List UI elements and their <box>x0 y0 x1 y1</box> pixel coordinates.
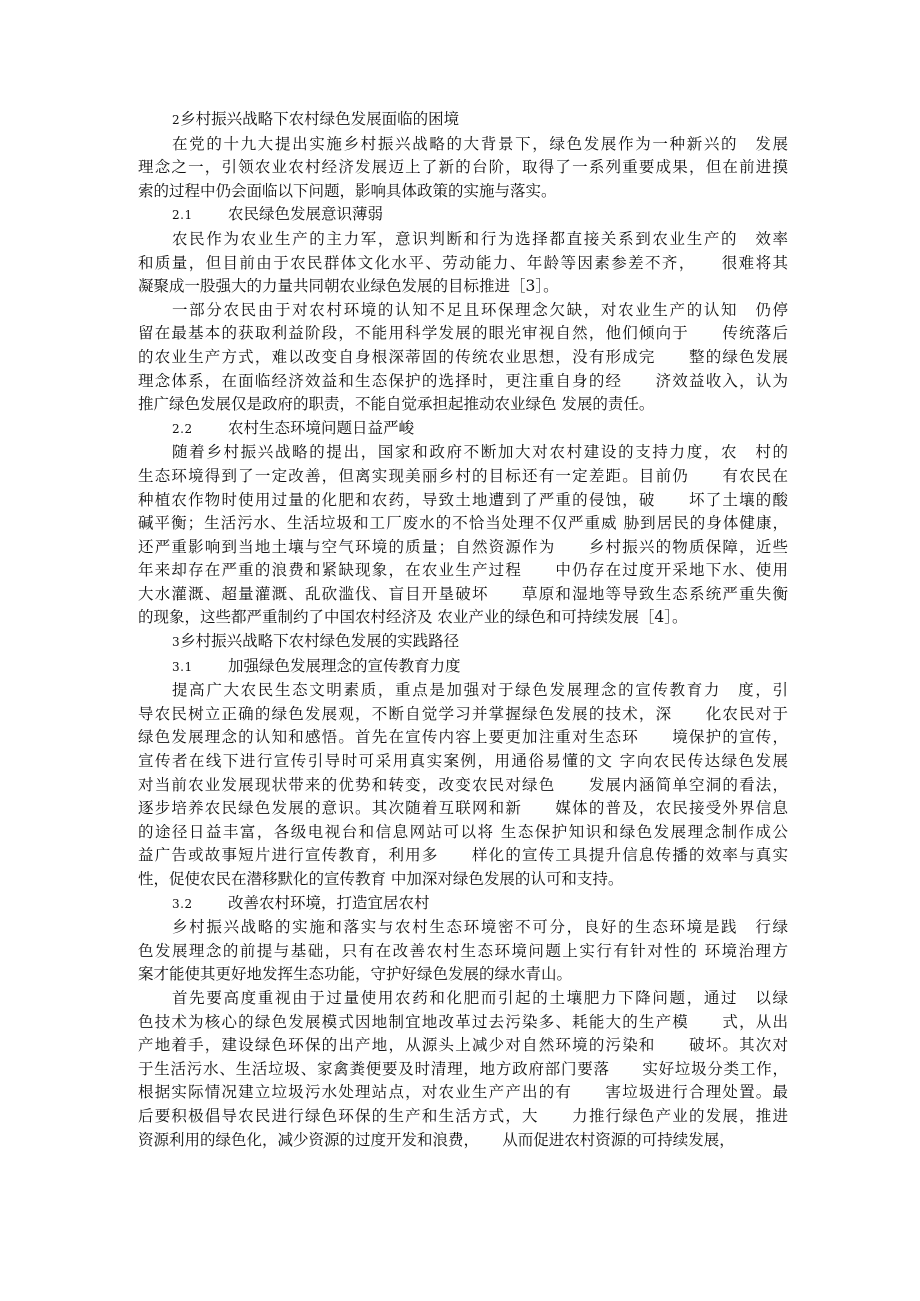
subsection-heading-2-2 <box>138 417 788 442</box>
paragraph-line: 案才能使其更好地发挥生态功能，守护好绿色发展的绿水青山。 <box>138 965 573 984</box>
paragraph-line: 随着乡村振兴战略的提出，国家和政府不断加大对农村建设的支持力度，农 村的 <box>172 443 788 462</box>
paragraph-line: 资源利用的绿色化，减少资源的过度开发和浪费， 从而促进农村资源的可持续发展， <box>138 1130 735 1149</box>
paragraph-line: 理念之一，引领农业农村经济发展迈上了新的台阶，取得了一系列重要成果，但在前进摸 <box>138 158 788 177</box>
paragraph-line: 性，促使农民在潜移默化的宣传教育 中加深对绿色发展的认可和支持。 <box>138 870 624 888</box>
section-title: 乡村振兴战略下农村绿色发展面临的困境 <box>180 110 460 128</box>
paragraph-line: 对当前农业发展现状带来的优势和转变，改变农民对绿色 发展内涵简单空洞的看法， <box>138 775 788 794</box>
subsection-number: 2.2 <box>172 421 193 436</box>
document-body <box>138 108 788 1152</box>
paragraph-line: 农民作为农业生产的主力军，意识判断和行为选择都直接关系到农业生产的 效率 <box>172 229 788 248</box>
paragraph-line: 色发展理念的前提与基础，只有在改善农村生态环境问题上实行有针对性的 环境治理方 <box>138 941 788 960</box>
paragraph-line: 根据实际情况建立垃圾污水处理站点，对农业生产产出的有 害垃圾进行合理处置。最 <box>138 1083 788 1102</box>
paragraph-line: 碱平衡；生活污水、生活垃圾和工厂废水的不恰当处理不仅严重威 胁到居民的身体健康， <box>138 514 788 533</box>
paragraph-line: 乡村振兴战略的实施和落实与农村生态环境密不可分，良好的生态环境是践 行绿 <box>172 918 788 937</box>
paragraph-line: 还严重影响到当地土壤与空气环境的质量；自然资源作为 乡村振兴的物质保障，近些 <box>138 537 788 556</box>
paragraph-line: 的途径日益丰富，各级电视台和信息网站可以将 生态保护知识和绿色发展理念制作成公 <box>138 822 788 841</box>
subsection-heading-2-1 <box>138 203 788 228</box>
paragraph-line: 导农民树立正确的绿色发展观，不断自觉学习并掌握绿色发展的技术，深 化农民对于 <box>138 704 788 723</box>
paragraph-line: 宣传者在线下进行宣传引导时可采用真实案例，用通俗易懂的文 字向农民传达绿色发展 <box>138 752 788 771</box>
paragraph-line: 色技术为核心的绿色发展模式因地制宜地改革过去污染多、耗能大的生产模 式，从出 <box>138 1012 788 1031</box>
paragraph-line: 的现象，这些都严重制约了中国农村经济及 农业产业的绿色和可持续发展［4］。 <box>138 608 688 627</box>
paragraph-line: 种植农作物时使用过量的化肥和农药，导致土地遭到了严重的侵蚀，破 坏了土壤的酸 <box>138 490 788 509</box>
paragraph-line: 索的过程中仍会面临以下问题，影响具体政策的实施与落实。 <box>138 181 557 200</box>
paragraph-line: 绿色发展理念的认知和感悟。首先在宣传内容上要更加注重对生态环 境保护的宣传， <box>138 728 788 747</box>
paragraph-line: 的农业生产方式，难以改变自身根深蒂固的传统农业思想，没有形成完 整的绿色发展 <box>138 347 788 366</box>
paragraph-line: 年来却存在严重的浪费和紧缺现象，在农业生产过程 中仍存在过度开采地下水、使用 <box>138 561 788 580</box>
paragraph-line: 一部分农民由于对农村环境的认知不足且环保理念欠缺，对农业生产的认知 仍停 <box>172 300 788 319</box>
paragraph-line: 首先要高度重视由于过量使用农药和化肥而引起的土壤肥力下降问题，通过 以绿 <box>172 988 788 1007</box>
subsection-heading-3-2 <box>138 892 788 917</box>
paragraph-line: 于生活污水、生活垃圾、家禽粪便要及时清理，地方政府部门要落 实好垃圾分类工作， <box>138 1059 788 1078</box>
paragraph-line: 推广绿色发展仅是政府的职责，不能自觉承担起推动农业绿色 发展的责任。 <box>138 395 655 414</box>
section-number: 2 <box>172 113 181 127</box>
section-heading-3 <box>138 630 788 655</box>
paragraph-line: 理念体系，在面临经济效益和生态保护的选择时，更注重自身的经 济效益收入，认为 <box>138 371 788 390</box>
subsection-title: 加强绿色发展理念的宣传教育力度 <box>228 656 461 675</box>
section-number: 3 <box>172 635 181 650</box>
subsection-number: 2.1 <box>172 208 193 223</box>
subsection-number: 3.1 <box>172 659 193 674</box>
paragraph-line: 凝聚成一股强大的力量共同朝农业绿色发展的目标推进［3］。 <box>138 277 559 296</box>
paragraph-line: 和质量，但目前由于农民群体文化水平、劳动能力、年龄等因素参差不齐， 很难将其 <box>138 253 788 272</box>
subsection-title: 改善农村环境，打造宜居农村 <box>228 893 430 912</box>
subsection-title: 农民绿色发展意识薄弱 <box>228 205 384 224</box>
paragraph-line: 大水灌溉、超量灌溉、乱砍滥伐、盲目开垦破坏 草原和湿地等导致生态系统严重失衡 <box>138 584 788 603</box>
paragraph-line: 在党的十九大提出实施乡村振兴战略的大背景下，绿色发展作为一种新兴的 发展 <box>172 134 788 153</box>
paragraph-line: 益广告或故事短片进行宣传教育，利用多 样化的宣传工具提升信息传播的效率与真实 <box>138 846 788 865</box>
paragraph-line: 留在最基本的获取利益阶段，不能用科学发展的眼光审视自然，他们倾向于 传统落后 <box>138 324 788 343</box>
subsection-number: 3.2 <box>172 896 193 911</box>
paragraph-line: 后要积极倡导农民进行绿色环保的生产和生活方式，大 力推行绿色产业的发展，推进 <box>138 1106 788 1125</box>
paragraph-line: 产地着手，建设绿色环保的出产地，从源头上减少对自然环境的污染和 破坏。其次对 <box>138 1036 788 1055</box>
paragraph-line: 提高广大农民生态文明素质，重点是加强对于绿色发展理念的宣传教育力 度，引 <box>172 681 788 700</box>
section-title: 乡村振兴战略下农村绿色发展的实践路径 <box>180 632 460 651</box>
subsection-heading-3-1 <box>138 655 788 680</box>
paragraph-line: 生态环境得到了一定改善，但离实现美丽乡村的目标还有一定差距。目前仍 有农民在 <box>138 466 788 485</box>
section-heading-2 <box>138 108 788 133</box>
paragraph-line: 逐步培养农民绿色发展的意识。其次随着互联网和新 媒体的普及，农民接受外界信息 <box>138 799 788 818</box>
subsection-title: 农村生态环境问题日益严峻 <box>228 418 415 437</box>
